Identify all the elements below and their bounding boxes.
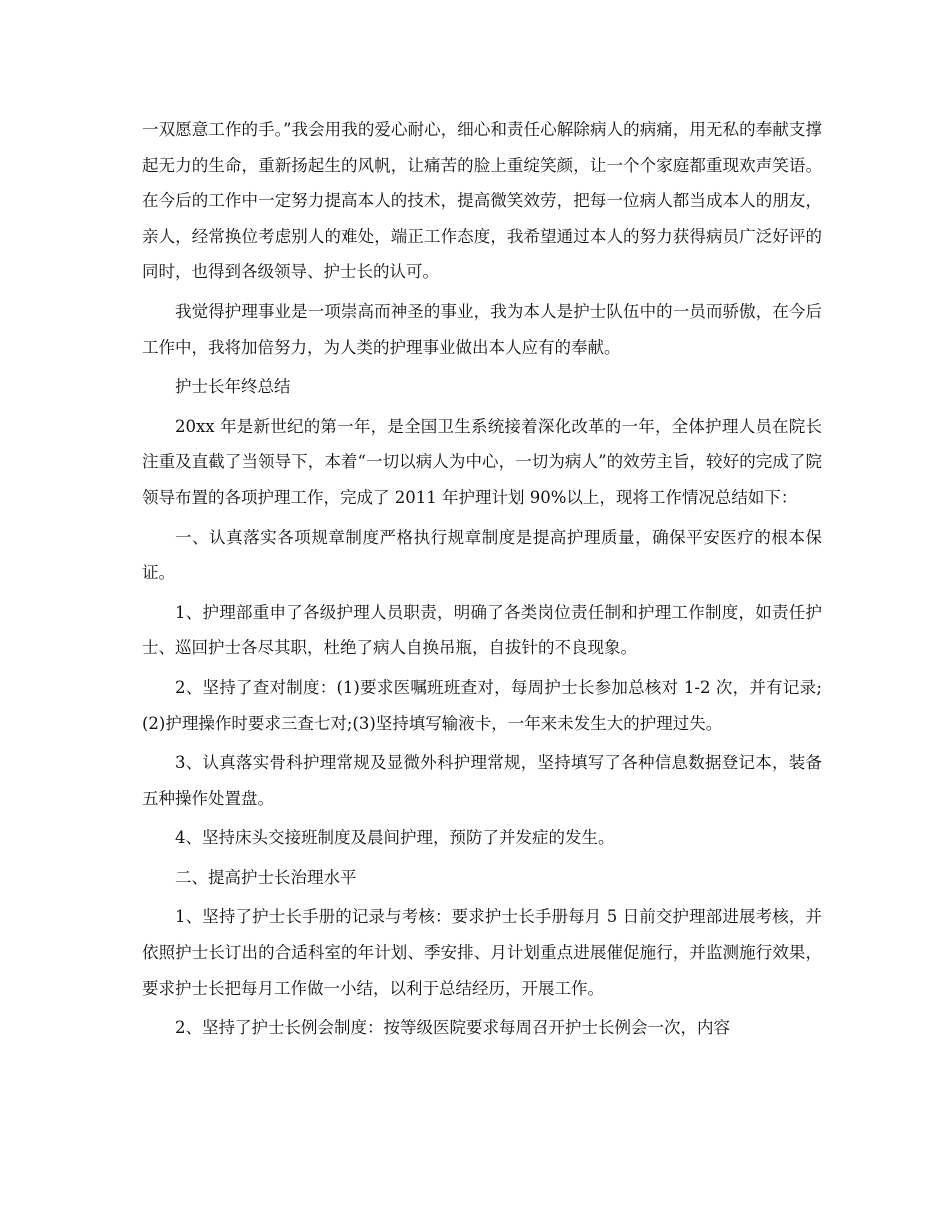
paragraph-item-1: 1、护理部重申了各级护理人员职责，明确了各类岗位责任制和护理工作制度，如责任护士、巡回护士各尽其职，杜绝了病人自换吊瓶，自拔针的不良现象。	[142, 602, 822, 658]
paragraph-item-2: 2、坚持了查对制度：(1)要求医嘱班班查对，每周护士长参加总核对 1-2 次，并有记录;(2)护理操作时要求三查七对;(3)坚持填写输液卡，一年来未发生大的护理过失。	[142, 677, 822, 733]
paragraph-section-two-item-1: 1、坚持了护士长手册的记录与考核：要求护士长手册每月 5 日前交护理部进展考核，并依照护士长订出的合适科室的年计划、季安排、月计划重点进展催促施行，并监测施行效果，要求护士长把每月工作做一小结，以利于总结经历，开展工作。	[142, 907, 822, 998]
paragraph-item-4: 4、坚持床头交接班制度及晨间护理，预防了并发症的发生。	[175, 828, 615, 848]
document-body	[142, 112, 822, 1050]
paragraph-section-two-item-2: 2、坚持了护士长例会制度：按等级医院要求每周召开护士长例会一次，内容	[175, 1018, 730, 1038]
paragraph-continuation: 一双愿意工作的手。”我会用我的爱心耐心，细心和责任心解除病人的病痛，用无私的奉献支撑起无力的生命，重新扬起生的风帆，让痛苦的脸上重绽笑颜，让一个个家庭都重现欢声笑语。在今后的工作中一定努力提高本人的技术，提高微笑效劳，把每一位病人都当成本人的朋友，亲人，经常换位考虑别人的难处，端正工作态度，我希望通过本人的努力获得病员广泛好评的同时，也得到各级领导、护士长的认可。	[142, 120, 822, 282]
paragraph-nursing-career: 我觉得护理事业是一项崇高而神圣的事业，我为本人是护士队伍中的一员而骄傲，在今后工作中，我将加倍努力，为人类的护理事业做出本人应有的奉献。	[142, 301, 822, 357]
section-two-heading: 二、提高护士长治理水平	[175, 867, 357, 887]
section-title: 护士长年终总结	[175, 377, 291, 397]
paragraph-intro: 20xx 年是新世纪的第一年，是全国卫生系统接着深化改革的一年，全体护理人员在院长注重及直截了当领导下，本着“一切以病人为中心，一切为病人”的效劳主旨，较好的完成了院领导布置的各项护理工作，完成了 2011 年护理计划 90%以上，现将工作情况总结如下：	[142, 416, 822, 507]
paragraph-section-one: 一、认真落实各项规章制度严格执行规章制度是提高护理质量，确保平安医疗的根本保证。	[142, 527, 822, 583]
paragraph-item-3: 3、认真落实骨科护理常规及显微外科护理常规，坚持填写了各种信息数据登记本，装备五种操作处置盘。	[142, 753, 822, 808]
